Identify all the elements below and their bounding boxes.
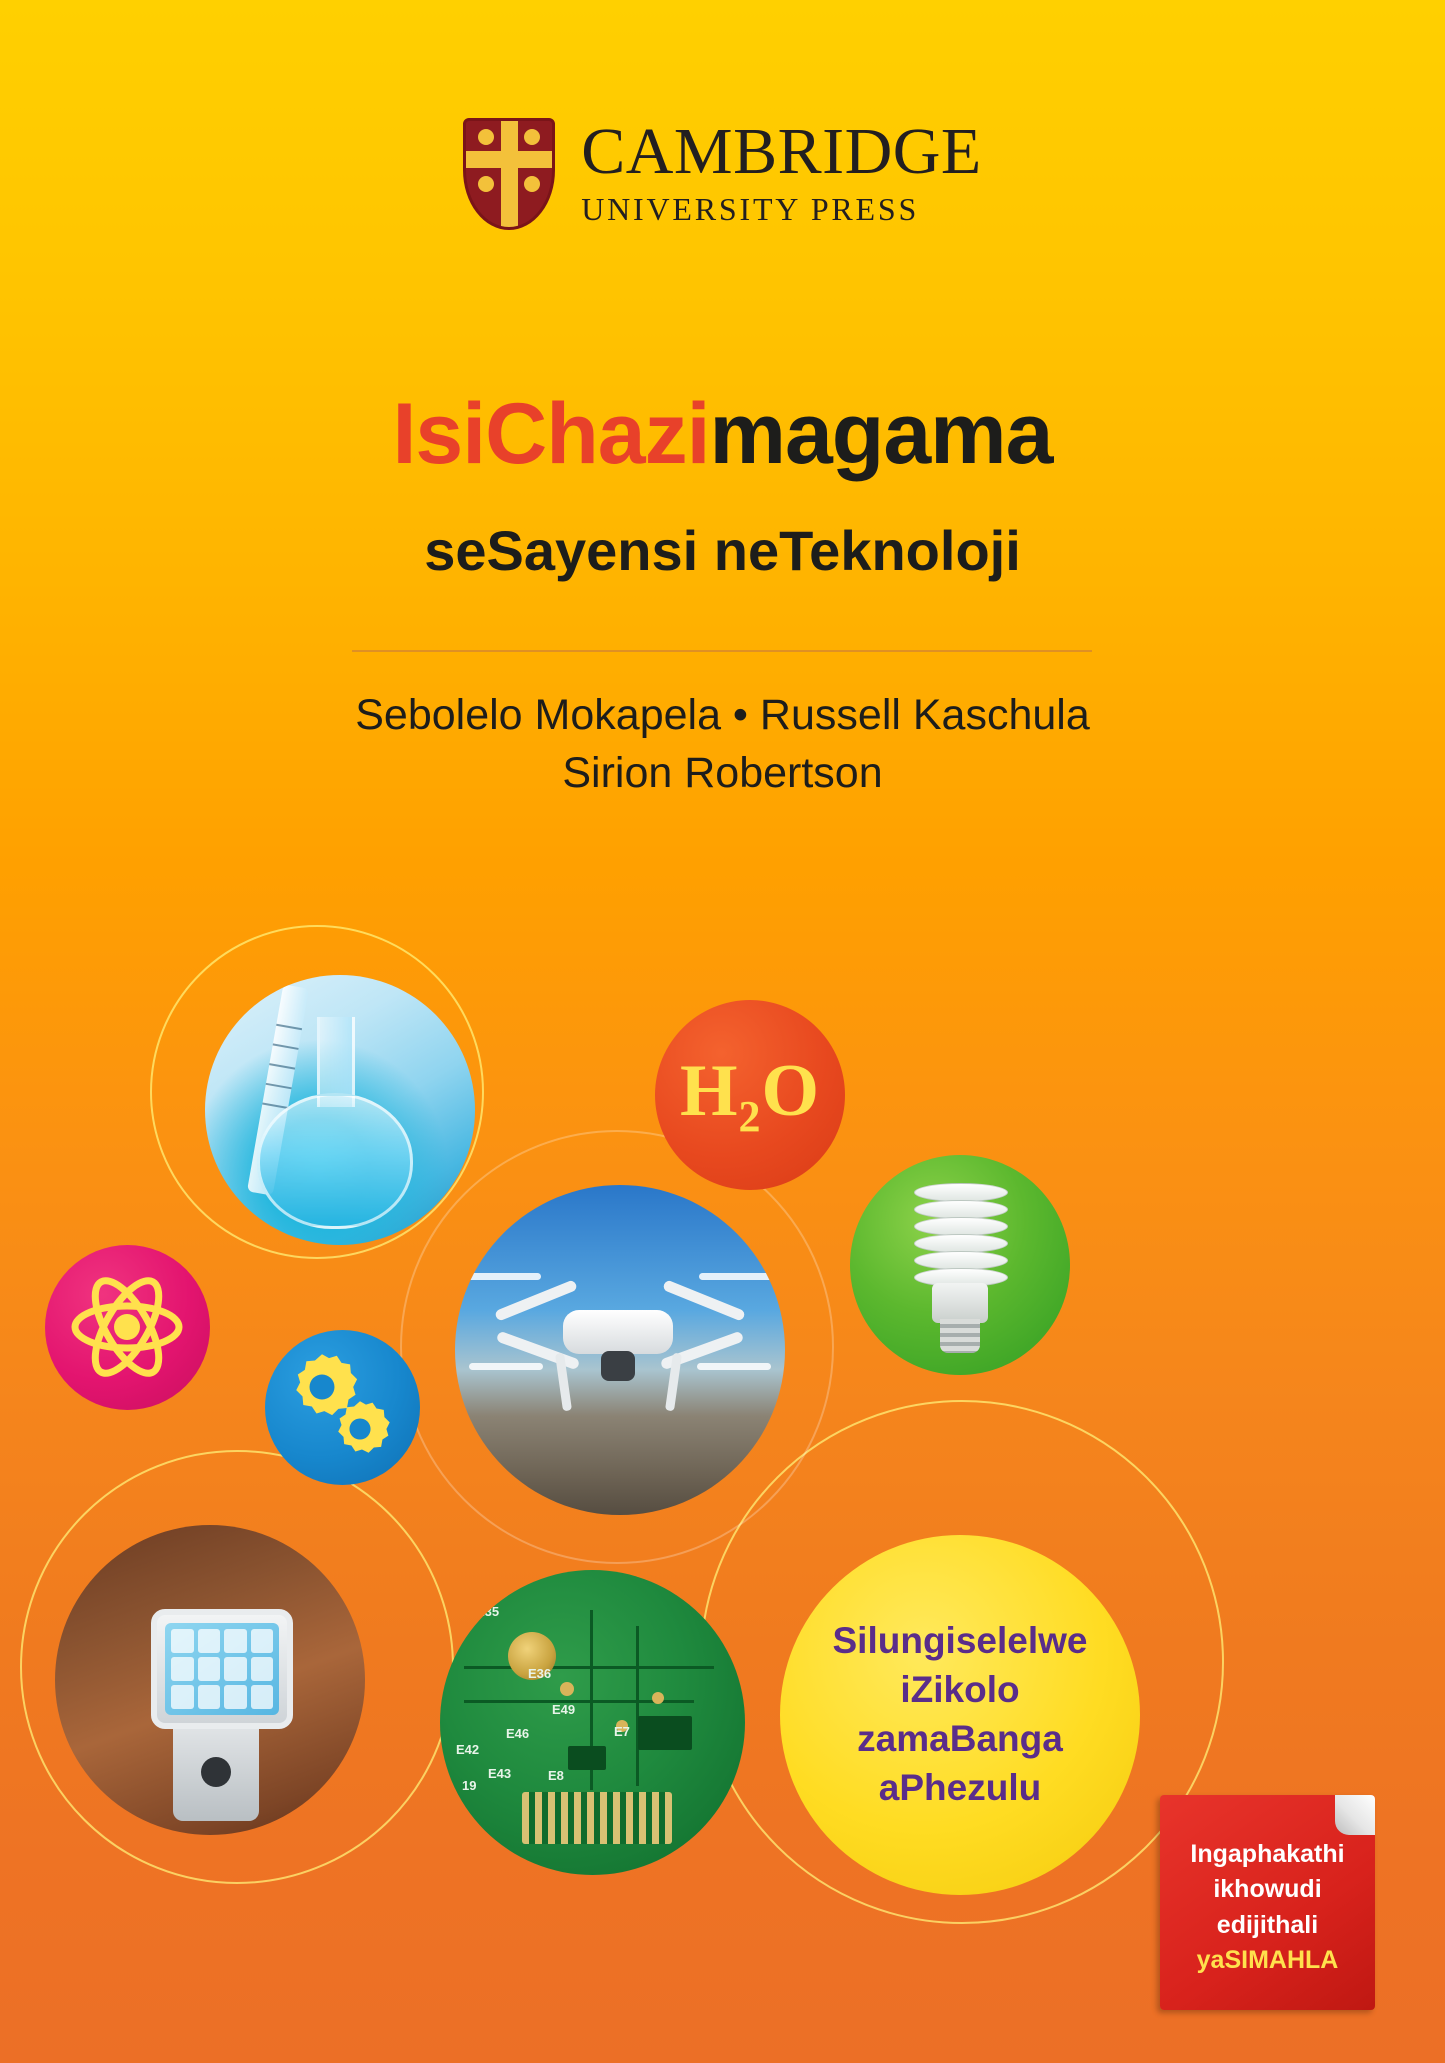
circuit-label: E35 [476, 1604, 500, 1619]
circuit-board-photo [440, 1570, 745, 1875]
page-subtitle: seSayensi neTeknoloji [424, 519, 1021, 582]
callout-line-3: zamaBanga [857, 1718, 1063, 1759]
publisher-name: CAMBRIDGE [581, 115, 982, 189]
free-digital-code-sticker [1160, 1795, 1375, 2010]
author-line-2: Sirion Robertson [562, 749, 883, 798]
circuit-label: 19 [462, 1778, 477, 1793]
sticker-line-3: edijithali [1216, 1910, 1319, 1939]
gear-small-icon [327, 1396, 393, 1462]
atom-glyph [45, 1245, 210, 1410]
title-part-one: IsiChazi [392, 386, 710, 482]
callout-line-2: iZikolo [900, 1669, 1020, 1711]
light-bulb-photo [850, 1155, 1070, 1375]
circuit-label: E49 [552, 1702, 576, 1717]
h2o-formula-bubble [655, 1000, 845, 1190]
page-curl-icon [1335, 1795, 1375, 1835]
title-divider [352, 650, 1092, 652]
chemistry-flask-photo [205, 975, 475, 1245]
title-part-two: magama [709, 386, 1053, 482]
atom-icon [45, 1245, 210, 1410]
bulb-spiral-icon [914, 1183, 1006, 1291]
callout-line-1: Silungiselelwe [832, 1620, 1088, 1662]
publisher-logo [0, 115, 1445, 230]
smartwatch-photo [55, 1525, 365, 1835]
publisher-subtitle: UNIVERSITY PRESS [581, 190, 920, 227]
circuit-label: E36 [528, 1666, 552, 1681]
authors [0, 686, 1445, 802]
page-title [0, 385, 1445, 484]
circuit-label: E43 [488, 1766, 512, 1781]
callout-line-4: aPhezulu [878, 1766, 1042, 1808]
sticker-text [1190, 1827, 1344, 1979]
circuit-label: E46 [506, 1726, 530, 1741]
circuit-label: E42 [456, 1742, 480, 1757]
circuit-label: E7 [614, 1724, 630, 1739]
circuit-label: E8 [548, 1768, 564, 1783]
sticker-line-2: ikhowudi [1213, 1875, 1322, 1903]
drone-photo [455, 1185, 785, 1515]
callout-text [833, 1617, 1088, 1812]
gears-icon [265, 1330, 420, 1485]
cambridge-crest-icon [463, 118, 555, 230]
edge-connector-icon [522, 1792, 672, 1844]
h2o-label: $H_2O$ [679, 1049, 821, 1141]
audience-callout [780, 1535, 1140, 1895]
author-line-1: Sebolelo Mokapela • Russell Kaschula [355, 691, 1090, 739]
sticker-line-4: yaSIMAHLA [1196, 1946, 1339, 1974]
sticker-line-1: Ingaphakathi [1190, 1839, 1345, 1868]
